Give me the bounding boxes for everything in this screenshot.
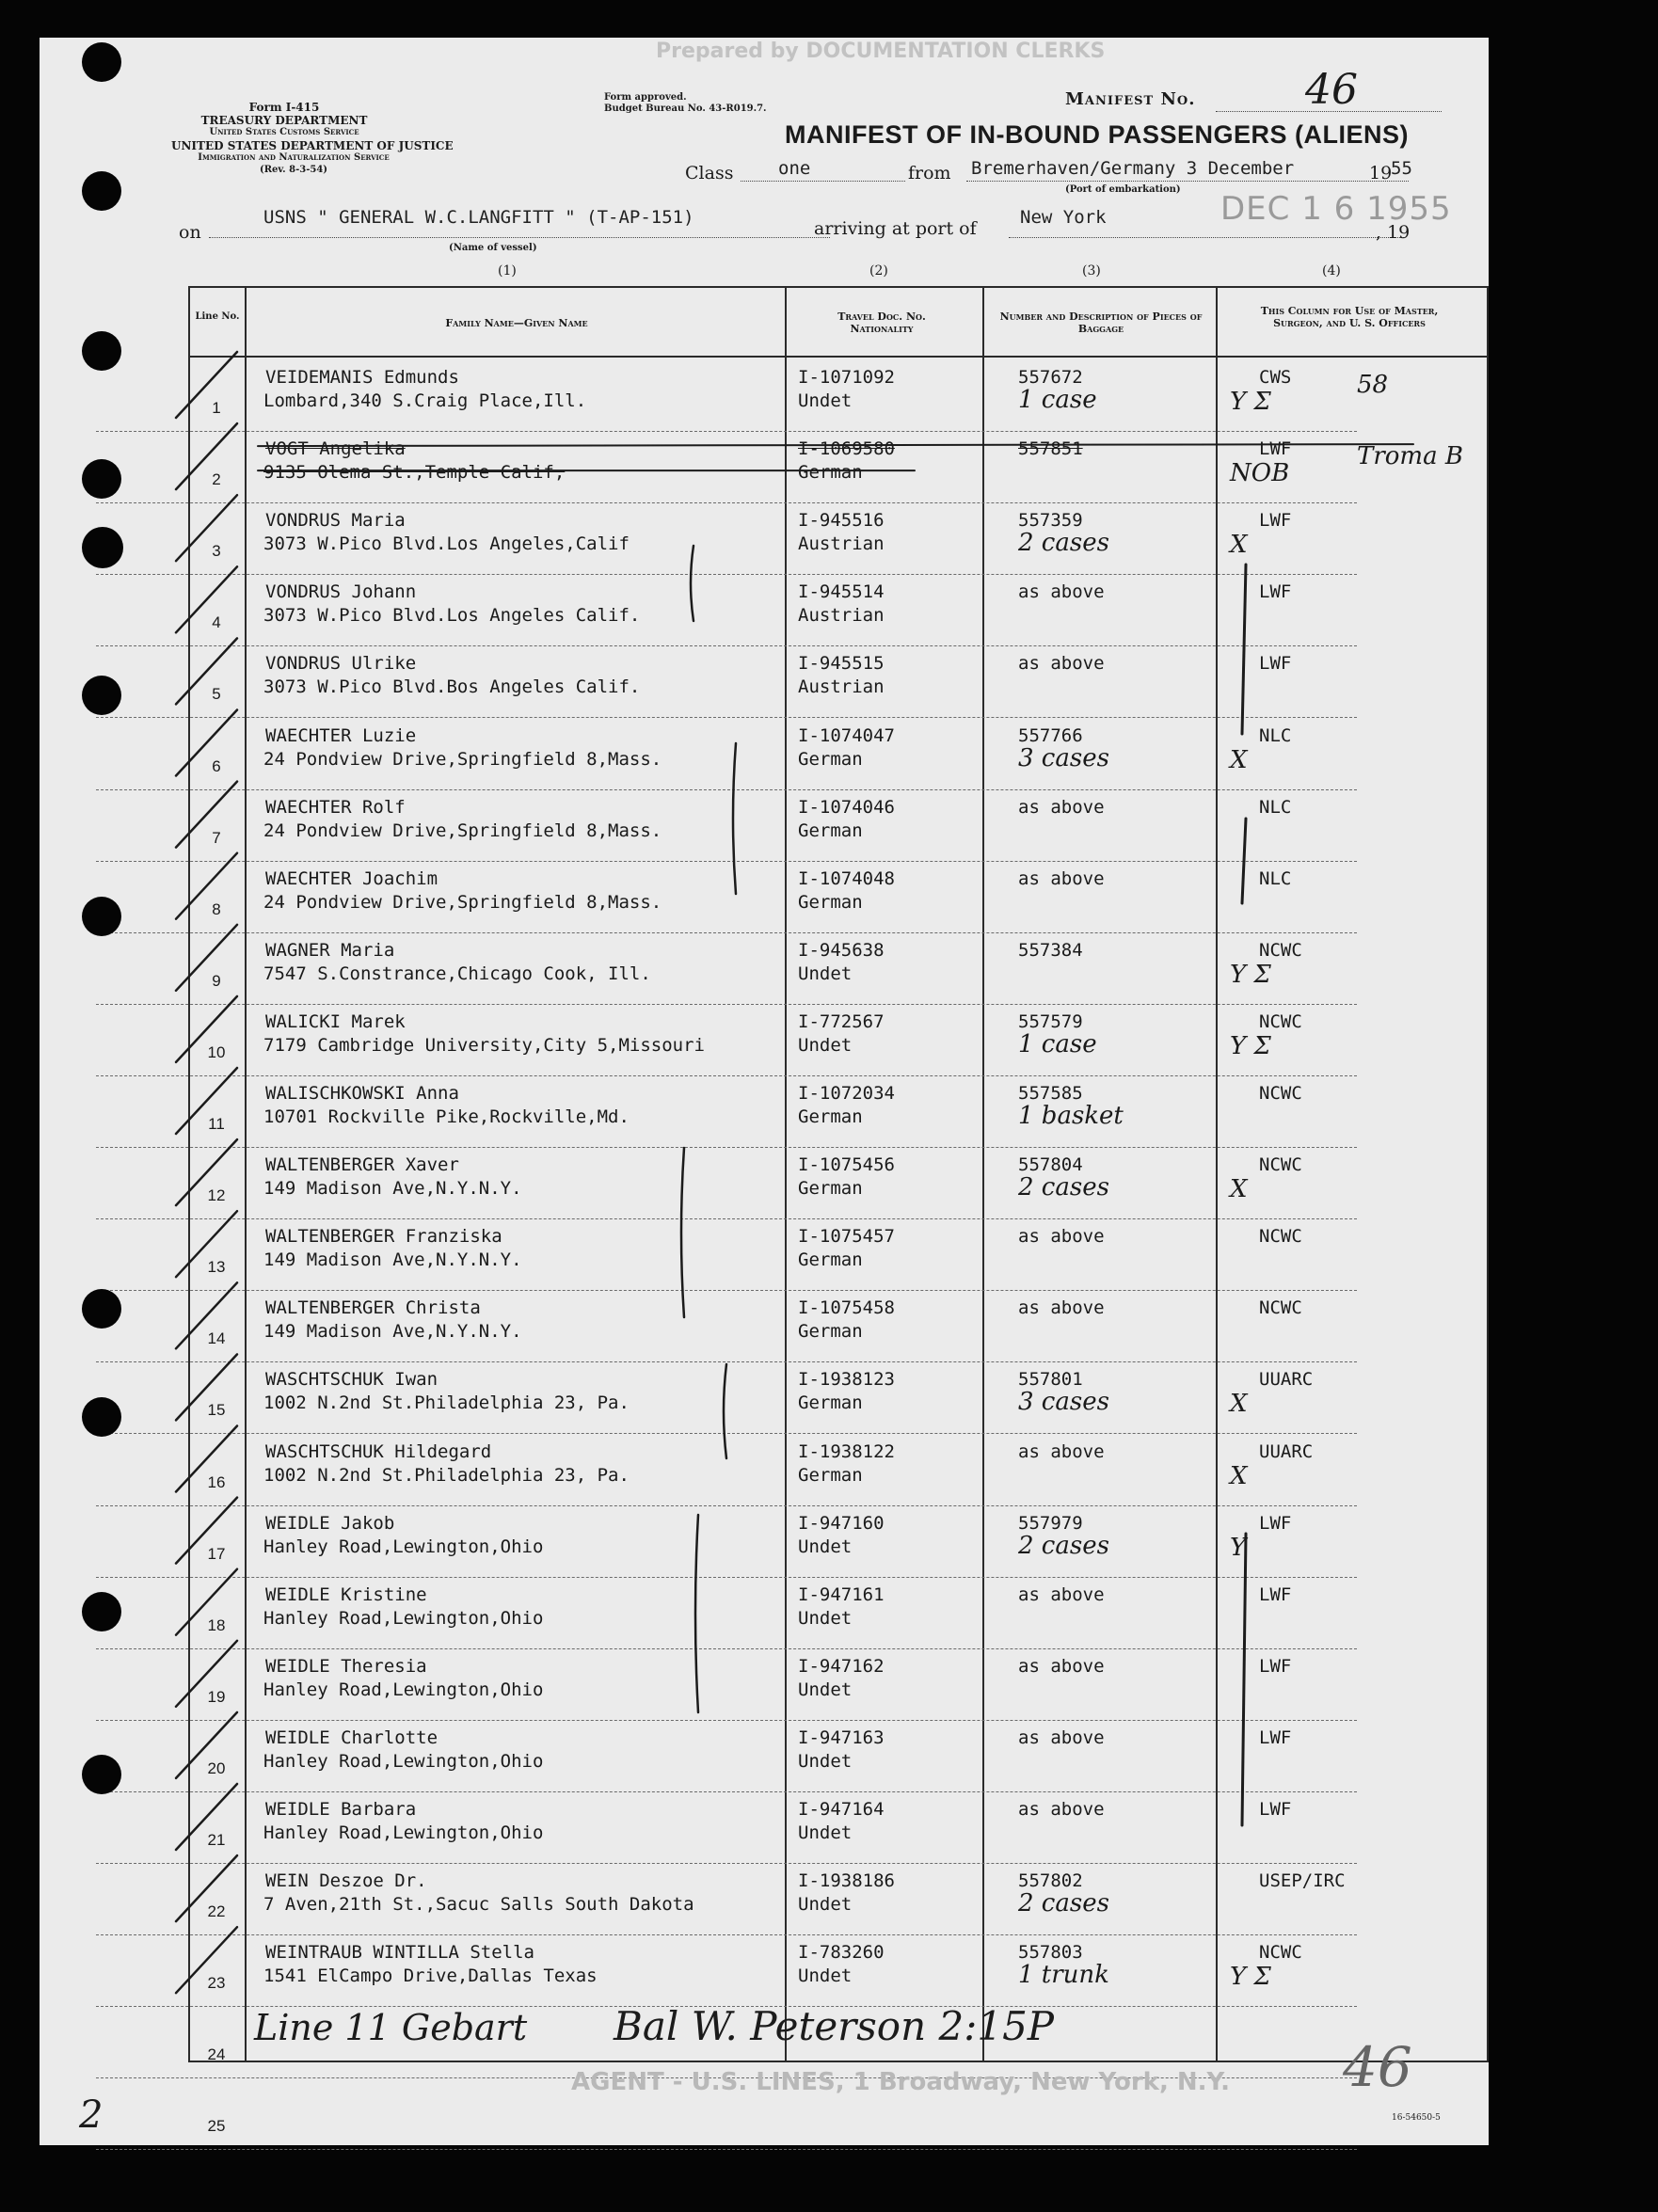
passenger-address: 3073 W.Pico Blvd.Los Angeles Calif. [263,605,641,627]
baggage-number: as above [1018,581,1105,603]
agency-code: NCWC [1259,1011,1302,1032]
baggage-number: 557766 [1018,724,1083,746]
passenger-address: Hanley Road,Lewington,Ohio [263,1607,544,1629]
check-stroke [176,1784,237,1850]
baggage-description: 3 cases [1018,1388,1109,1417]
line-number: 2 [212,470,221,489]
line-number: 9 [212,971,221,990]
baggage-number: 557804 [1018,1154,1083,1176]
passenger-address: Lombard,340 S.Craig Place,Ill. [263,390,587,411]
col-num-2: (2) [869,263,888,278]
nationality: Undet [798,1965,853,1987]
binder-hole [82,1289,121,1329]
check-stroke [176,1426,237,1492]
manifest-label: Manifest No. [1065,89,1196,109]
baggage-number: as above [1018,867,1105,889]
passenger-name: VONDRUS Johann [265,581,417,603]
line-number: 6 [212,756,221,775]
baggage-number: as above [1018,1727,1105,1748]
passenger-address: 1002 N.2nd St.Philadelphia 23, Pa. [263,1464,630,1486]
nationality: German [798,462,863,484]
officer-mark: Y [1230,1533,1247,1562]
officer-mark: Y Σ [1230,1963,1271,1992]
passenger-name: VEIDEMANIS Edmunds [265,367,459,388]
nationality: Austrian [798,605,885,627]
header-line-no: Line No. [195,311,240,322]
check-stroke [176,638,237,704]
agency-code: NCWC [1259,1942,1302,1964]
officer-mark: X [1230,1461,1248,1490]
port-embark-caption: (Port of embarkation) [1065,184,1181,195]
line24-handwriting: Line 11 Gebart [254,2007,528,2048]
line24-signature: Bal W. Peterson 2:15P [614,2003,1055,2049]
line-number: 5 [212,685,221,704]
line-number: 24 [207,2045,226,2064]
baggage-description: 2 cases [1018,1889,1109,1918]
passenger-name: WALISCHKOWSKI Anna [265,1083,459,1104]
manifest-title: MANIFEST OF IN-BOUND PASSENGERS (ALIENS) [785,120,1410,149]
baggage-description: 3 cases [1018,743,1109,772]
travel-doc-number: I-1072034 [798,1083,895,1104]
strike-line [258,444,1413,446]
nationality: Undet [798,1679,853,1700]
binder-hole [82,331,121,371]
travel-doc-number: I-1938123 [798,1369,895,1391]
check-stroke [176,853,237,919]
travel-doc-number: I-1075456 [798,1154,895,1176]
passenger-name: WALTENBERGER Xaver [265,1154,459,1176]
arrival-year-suffix: , 19 [1376,222,1411,243]
check-stroke [176,1498,237,1564]
travel-doc-number: I-947164 [798,1799,885,1820]
agency-code: LWF [1259,653,1292,675]
passenger-address: 7 Aven,21th St.,Sacuc Salls South Dakota [263,1894,694,1916]
bracket-mark [695,1515,698,1712]
binder-hole [82,1397,121,1437]
prepared-by-stamp: Prepared by DOCUMENTATION CLERKS [656,40,1106,63]
passenger-address: 149 Madison Ave,N.Y.N.Y. [263,1321,522,1343]
justice-dept: UNITED STATES DEPARTMENT OF JUSTICE [171,139,454,152]
passenger-address: 1002 N.2nd St.Philadelphia 23, Pa. [263,1392,630,1414]
passenger-address: 149 Madison Ave,N.Y.N.Y. [263,1249,522,1271]
bracket-mark [733,743,736,894]
baggage-number: 557579 [1018,1011,1083,1032]
line-number: 22 [207,1902,226,1921]
arriving-label: arriving at port of [814,218,977,239]
agency-code: LWF [1259,1583,1292,1605]
passenger-name: WALTENBERGER Franziska [265,1226,502,1248]
travel-doc-number: I-1075457 [798,1226,895,1248]
officer-stroke [1242,819,1246,903]
nationality: German [798,1178,863,1200]
baggage-number: 557585 [1018,1083,1083,1104]
binder-hole [82,1755,121,1794]
baggage-number: 557803 [1018,1942,1083,1964]
passenger-address: Hanley Road,Lewington,Ohio [263,1536,544,1557]
officer-stroke [1242,565,1246,734]
nationality: Undet [798,1607,853,1629]
header-baggage: Number and Description of Pieces of Baggage [999,310,1203,335]
check-stroke [176,710,237,776]
passenger-name: VOGT Angelika [265,438,406,460]
passenger-name: WEINTRAUB WINTILLA Stella [265,1942,534,1964]
travel-doc-number: I-947161 [798,1583,885,1605]
passenger-address: 3073 W.Pico Blvd.Bos Angeles Calif. [263,676,641,698]
travel-doc-number: I-1075458 [798,1297,895,1319]
revision: (Rev. 8-3-54) [259,165,328,175]
passenger-address: Hanley Road,Lewington,Ohio [263,1679,544,1700]
passenger-address: 24 Pondview Drive,Springfield 8,Mass. [263,820,662,841]
travel-doc-number: I-783260 [798,1942,885,1964]
baggage-number: 557672 [1018,367,1083,388]
agency-code: UUARC [1259,1440,1314,1462]
check-stroke [176,1211,237,1277]
passenger-name: WAGNER Maria [265,939,395,961]
check-stroke [176,1068,237,1134]
baggage-description: 1 case [1018,1029,1097,1058]
agency-code: USEP/IRC [1259,1870,1346,1892]
agency-code: UUARC [1259,1369,1314,1391]
baggage-description: 1 trunk [1018,1961,1109,1990]
passenger-name: WAECHTER Luzie [265,724,417,746]
baggage-description: 2 cases [1018,1173,1109,1202]
check-stroke [176,1927,237,1993]
passenger-name: WEIDLE Barbara [265,1799,417,1820]
binder-hole [82,42,121,82]
bottom-right-number: 46 [1343,2035,1412,2099]
agency-code: NLC [1259,867,1292,889]
officer-mark: X [1230,1390,1248,1419]
line-number: 11 [208,1115,225,1133]
form-approved: Form approved. [604,92,687,103]
officer-mark: X [1230,531,1248,560]
nationality: Undet [798,1536,853,1557]
baggage-number: 557979 [1018,1512,1083,1534]
agency-code: LWF [1259,1655,1292,1677]
handwritten-marks [40,38,1489,2145]
bracket-mark [681,1148,684,1317]
agent-stamp: AGENT - U.S. LINES, 1 Broadway, New York, N.Y. [571,2068,1230,2096]
check-stroke [176,352,237,418]
travel-doc-number: I-947160 [798,1512,885,1534]
travel-doc-number: I-947162 [798,1655,885,1677]
baggage-number: 557359 [1018,510,1083,532]
agency-code: LWF [1259,581,1292,603]
line-number: 16 [207,1472,226,1491]
bracket-mark [691,546,693,621]
passenger-address: 3073 W.Pico Blvd.Los Angeles,Calif [263,533,630,555]
travel-doc-number: I-1938122 [798,1440,895,1462]
officer-stroke [1242,1534,1246,1825]
agency-code: LWF [1259,1512,1292,1534]
binder-hole [82,171,121,211]
from-label: from [908,163,951,183]
line-number: 7 [212,828,221,847]
check-stroke [176,495,237,561]
nationality: German [798,1106,863,1127]
passenger-name: VONDRUS Ulrike [265,653,417,675]
binder-hole [82,676,121,715]
nationality: Undet [798,1034,853,1056]
travel-doc-number: I-1074047 [798,724,895,746]
baggage-description: 2 cases [1018,1531,1109,1560]
passenger-address: 10701 Rockville Pike,Rockville,Md. [263,1106,630,1127]
officer-mark: Y Σ [1230,960,1271,989]
officer-mark: X [1230,1175,1248,1204]
line-number: 8 [212,899,221,918]
check-stroke [176,566,237,632]
line-number: 18 [207,1615,226,1634]
agency-code: NCWC [1259,1154,1302,1176]
agency-code: NCWC [1259,939,1302,961]
travel-doc-number: I-1938186 [798,1870,895,1892]
nationality: German [798,1392,863,1414]
line-number: 1 [212,399,221,417]
baggage-number: as above [1018,653,1105,675]
check-stroke [176,1855,237,1921]
passenger-name: WEIDLE Kristine [265,1583,427,1605]
nationality: German [798,891,863,913]
vessel-name: USNS " GENERAL W.C.LANGFITT " (T-AP-151) [263,207,694,228]
agency-code: NLC [1259,796,1292,818]
manifest-page [40,38,1489,2145]
check-stroke [176,1354,237,1420]
baggage-number: 557802 [1018,1870,1083,1892]
travel-doc-number: I-945638 [798,939,885,961]
baggage-number: as above [1018,1297,1105,1319]
line-number: 12 [207,1186,226,1205]
nationality: Undet [798,1822,853,1843]
line-number: 17 [207,1544,226,1563]
nationality: Austrian [798,676,885,698]
passenger-name: WALTENBERGER Christa [265,1297,481,1319]
check-stroke [176,925,237,991]
line-number: 14 [207,1329,226,1348]
binder-hole [82,459,121,499]
nationality: German [798,1464,863,1486]
check-stroke [176,1712,237,1778]
passenger-address: 9135 Olema St.,Temple Calif, [263,462,566,484]
agency-code: NCWC [1259,1083,1302,1104]
passenger-address: 1541 ElCampo Drive,Dallas Texas [263,1965,598,1987]
baggage-number: as above [1018,796,1105,818]
agency-code: LWF [1259,1727,1292,1748]
check-stroke [176,782,237,848]
passenger-name: WALICKI Marek [265,1011,406,1032]
passenger-address: Hanley Road,Lewington,Ohio [263,1750,544,1772]
officer-mark: X [1230,745,1248,774]
check-stroke [176,1569,237,1635]
arrival-date-stamp: DEC 1 6 1955 [1220,190,1452,228]
year-prefix: 19 [1369,163,1393,183]
form-code: 16-54650-5 [1392,2113,1441,2123]
col-num-1: (1) [498,263,517,278]
check-stroke [176,1641,237,1707]
passenger-address: 24 Pondview Drive,Springfield 8,Mass. [263,891,662,913]
treasury-dept: TREASURY DEPARTMENT [200,114,368,127]
class-label: Class [685,163,734,183]
travel-doc-number: I-1071092 [798,367,895,388]
line-number: 13 [207,1258,226,1277]
baggage-number: as above [1018,1655,1105,1677]
baggage-number: as above [1018,1583,1105,1605]
line-number: 21 [207,1831,226,1849]
class-value: one [778,158,811,179]
manifest-number: 46 [1305,66,1358,114]
nationality: Undet [798,390,853,411]
line-number: 4 [212,613,221,632]
customs-service: United States Customs Service [209,127,359,137]
check-stroke [176,423,237,489]
travel-doc-number: I-945516 [798,510,885,532]
line-number: 23 [207,1974,226,1993]
nationality: Undet [798,1894,853,1916]
agency-code: LWF [1259,510,1292,532]
passenger-name: WEIDLE Jakob [265,1512,395,1534]
nationality: Austrian [798,533,885,555]
officer-note: 58 [1357,371,1389,399]
nationality: German [798,748,863,770]
line-number: 10 [207,1042,226,1061]
budget-bureau: Budget Bureau No. 43-R019.7. [604,103,767,114]
line-number: 15 [207,1401,226,1420]
travel-doc-number: I-1074046 [798,796,895,818]
passenger-address: 7547 S.Constrance,Chicago Cook, Ill. [263,963,651,984]
officer-note: Troma B [1357,442,1463,471]
travel-doc-number: I-1069580 [798,438,895,460]
agency-code: NLC [1259,724,1292,746]
check-stroke [176,1139,237,1205]
binder-hole [82,897,121,936]
header-officers: This Column for Use of Master, Surgeon, and U. S. Officers [1260,305,1439,329]
passenger-address: 149 Madison Ave,N.Y.N.Y. [263,1178,522,1200]
baggage-number: as above [1018,1440,1105,1462]
officer-mark: Y Σ [1230,1031,1271,1060]
header-family-name: Family Name—Given Name [445,317,588,329]
nationality: German [798,1321,863,1343]
passenger-name: WAECHTER Rolf [265,796,406,818]
ins-service: Immigration and Naturalization Service [198,152,390,163]
baggage-description: 2 cases [1018,529,1109,558]
baggage-number: as above [1018,1799,1105,1820]
agency-code: LWF [1259,438,1292,460]
baggage-description: 1 case [1018,386,1097,414]
form-number: Form I-415 [248,101,320,114]
passenger-name: WEIDLE Charlotte [265,1727,438,1748]
year-value: 55 [1391,158,1412,179]
line-number: 19 [207,1687,226,1706]
nationality: Undet [798,1750,853,1772]
bracket-mark [724,1364,726,1458]
baggage-description: 1 basket [1018,1102,1124,1130]
col-num-3: (3) [1082,263,1101,278]
header-travel-doc: Travel Doc. No. Nationality [837,310,926,335]
officer-mark: NOB [1230,459,1290,488]
nationality: German [798,1249,863,1271]
check-stroke [176,996,237,1062]
nationality: German [798,820,863,841]
from-value: Bremerhaven/Germany 3 December [971,158,1295,179]
binder-hole [82,1592,121,1631]
passenger-name: WEIN Deszoe Dr. [265,1870,427,1892]
passenger-name: WASCHTSCHUK Iwan [265,1369,438,1391]
vessel-caption: (Name of vessel) [449,243,537,253]
agency-code: LWF [1259,1799,1292,1820]
line-number: 25 [207,2117,226,2136]
officer-mark: Y Σ [1230,388,1271,416]
agency-code: NCWC [1259,1297,1302,1319]
baggage-number: 557801 [1018,1369,1083,1391]
baggage-number: 557851 [1018,438,1083,460]
passenger-address: 24 Pondview Drive,Springfield 8,Mass. [263,748,662,770]
travel-doc-number: I-945515 [798,653,885,675]
baggage-number: 557384 [1018,939,1083,961]
travel-doc-number: I-1074048 [798,867,895,889]
travel-doc-number: I-947163 [798,1727,885,1748]
passenger-name: WEIDLE Theresia [265,1655,427,1677]
line-number: 20 [207,1758,226,1777]
margin-mark: 2 [79,2093,104,2137]
passenger-name: VONDRUS Maria [265,510,406,532]
agency-code: CWS [1259,367,1292,388]
binder-hole [82,527,123,568]
travel-doc-number: I-772567 [798,1011,885,1032]
nationality: Undet [798,963,853,984]
passenger-name: WAECHTER Joachim [265,867,438,889]
passenger-address: Hanley Road,Lewington,Ohio [263,1822,544,1843]
check-stroke [176,1282,237,1348]
passenger-address: 7179 Cambridge University,City 5,Missouri [263,1034,705,1056]
on-label: on [179,222,201,243]
agency-code: NCWC [1259,1226,1302,1248]
arriving-port: New York [1020,207,1107,228]
passenger-name: WASCHTSCHUK Hildegard [265,1440,492,1462]
col-num-4: (4) [1322,263,1341,278]
line-number: 3 [212,542,221,561]
baggage-number: as above [1018,1226,1105,1248]
travel-doc-number: I-945514 [798,581,885,603]
